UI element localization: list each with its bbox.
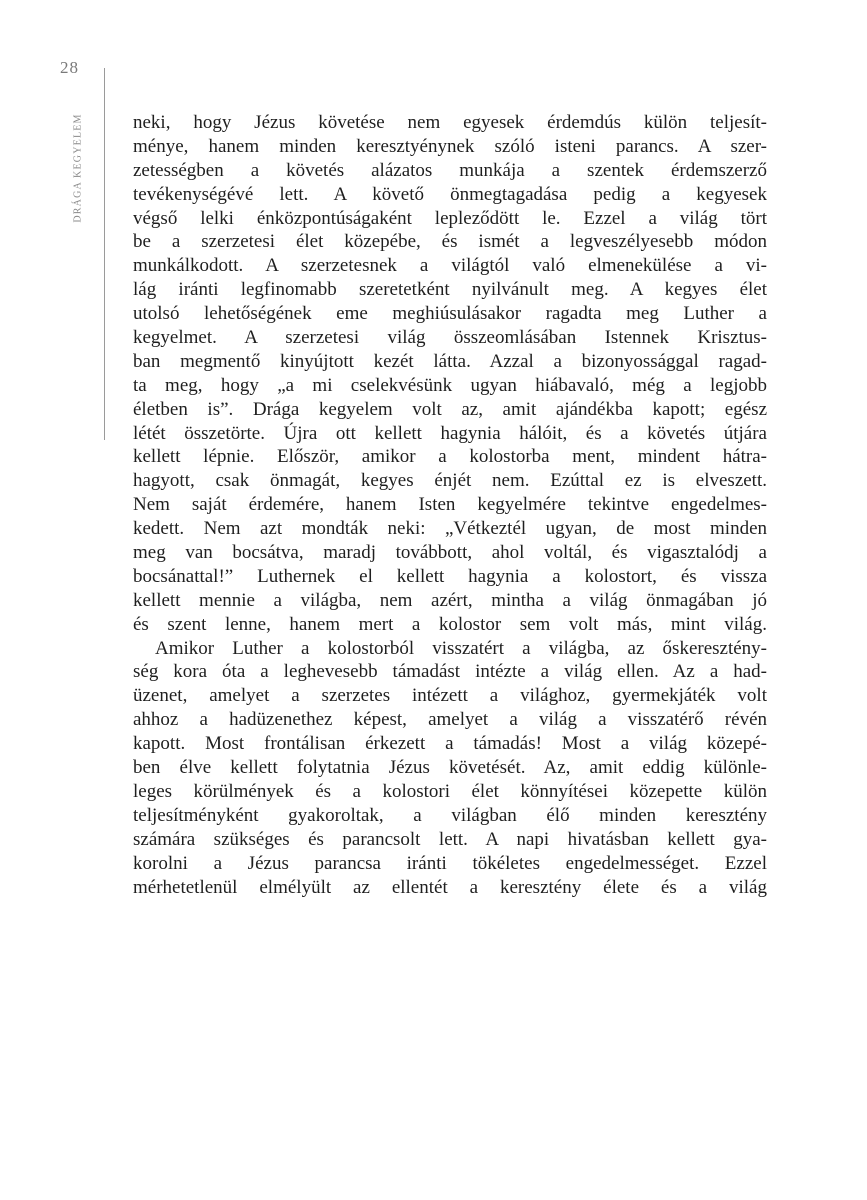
text-line: végső lelki énközpontúságaként lepleződött le. Ezzel a világ tört: [133, 207, 767, 229]
text-line: tevékenységévé lett. A követő önmegtagadása pedig a kegyesek: [133, 183, 767, 205]
text-line: teljesítményként gyakoroltak, a világban élő minden keresztény: [133, 804, 767, 826]
text-line: üzenet, amelyet a szerzetes intézett a világhoz, gyermekjáték volt: [133, 685, 767, 707]
text-line: korolni a Jézus parancsa iránti tökéletes engedelmességet. Ezzel: [133, 852, 767, 874]
text-line: kellett lépnie. Először, amikor a kolostorba ment, mindent hátra-: [133, 446, 767, 468]
running-head: DRÁGA KEGYELEM: [72, 113, 84, 223]
text-line: hagyott, csak önmagát, kegyes énjét nem. Ezúttal ez is elveszett.: [133, 470, 767, 492]
text-line: számára szükséges és parancsolt lett. A napi hivatásban kellett gya-: [133, 828, 767, 850]
text-line: életben is”. Drága kegyelem volt az, amit ajándékba kapott; egész: [133, 398, 767, 420]
text-line: kegyelmet. A szerzetesi világ összeomlásában Istennek Krisztus-: [133, 327, 767, 349]
body-text: [133, 111, 767, 899]
text-line: Nem saját érdemére, hanem Isten kegyelmére tekintve engedelmes-: [133, 494, 767, 516]
page-number: 28: [60, 58, 79, 77]
text-line: ménye, hanem minden keresztyénynek szóló isteni parancs. A szer-: [133, 135, 767, 157]
text-line: kapott. Most frontálisan érkezett a támadás! Most a világ közepé-: [133, 733, 767, 755]
margin-rule: [104, 68, 105, 440]
text-line: meg van bocsátva, maradj továbbott, ahol voltál, és vigasztalódj a: [133, 542, 767, 564]
text-line: ahhoz a hadüzenethez képest, amelyet a világ a visszatérő révén: [133, 709, 767, 731]
text-line: be a szerzetesi élet közepébe, és ismét a legveszélyesebb módon: [133, 231, 767, 253]
text-line: ség kora óta a leghevesebb támadást intézte a világ ellen. Az a had-: [133, 661, 767, 683]
text-line: ta meg, hogy „a mi cselekvésünk ugyan hiábavaló, még a legjobb: [133, 374, 767, 396]
text-line: munkálkodott. A szerzetesnek a világtól való elmenekülése a vi-: [133, 255, 767, 277]
text-line: és szent lenne, hanem mert a kolostor sem volt más, mint világ.: [133, 613, 767, 635]
text-line: ban megmentő kinyújtott kezét látta. Azzal a bizonyossággal ragad-: [133, 350, 767, 372]
text-line: neki, hogy Jézus követése nem egyesek érdemdús külön teljesít-: [133, 112, 767, 133]
text-line: zetességben a követés alázatos munkája a szentek érdemszerző: [133, 159, 767, 181]
text-line: létét összetörte. Újra ott kellett hagynia hálóit, és a követés útjára: [133, 422, 767, 444]
text-line: utolsó lehetőségének eme meghiúsulásakor ragadta meg Luther a: [133, 303, 767, 325]
text-line: Amikor Luther a kolostorból visszatért a világba, az őskeresztény-: [155, 637, 767, 659]
text-line: bocsánattal!” Luthernek el kellett hagynia a kolostort, és vissza: [133, 565, 767, 587]
text-line: ben élve kellett folytatnia Jézus követését. Az, amit eddig különle-: [133, 757, 767, 779]
text-line: kedett. Nem azt mondták neki: „Vétkeztél ugyan, de most minden: [133, 518, 767, 540]
text-line: lág iránti legfinomabb szeretetként nyilvánult meg. A kegyes élet: [133, 279, 767, 301]
text-line: kellett mennie a világba, nem azért, mintha a világ önmagában jó: [133, 589, 767, 611]
text-line: mérhetetlenül elmélyült az ellentét a keresztény élete és a világ: [133, 876, 767, 898]
text-line: leges körülmények és a kolostori élet könnyítései közepette külön: [133, 780, 767, 802]
